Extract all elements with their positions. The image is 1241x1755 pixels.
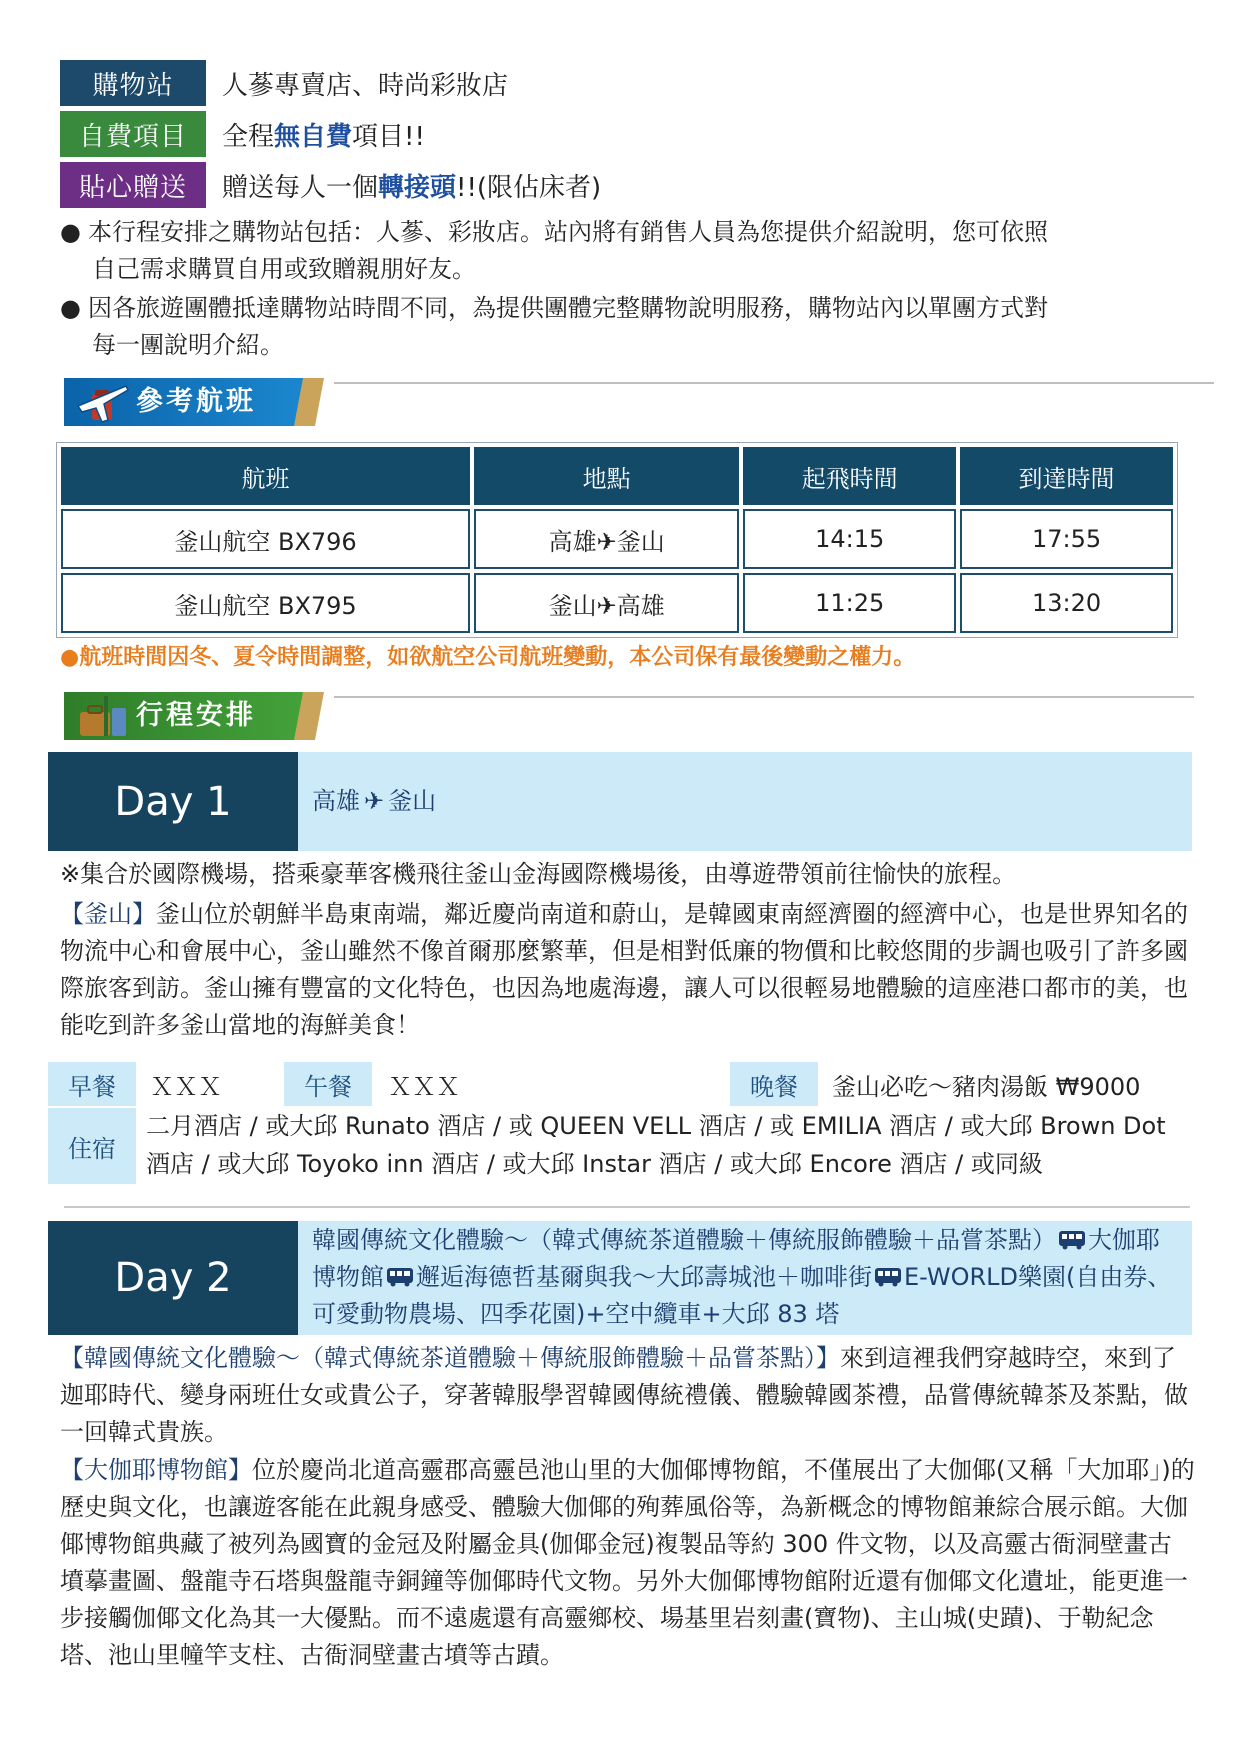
itinerary-section-title: 行程安排: [136, 700, 256, 731]
flight-number: 釜山航空 BX795: [61, 573, 470, 633]
flight-table: [56, 442, 1178, 638]
hotel-label: 住宿: [48, 1108, 136, 1184]
shopping-note-1: ● 本行程安排之購物站包括：人蔘、彩妝店。站內將有銷售人員為您提供介紹說明，您可依照 自己需求購買自用或致贈親朋好友。: [60, 218, 1048, 283]
day2-label: Day 2: [48, 1221, 298, 1335]
departure-time: 11:25: [743, 573, 956, 633]
bus-icon: [874, 1267, 902, 1287]
bus-icon: [1058, 1230, 1086, 1250]
flight-section-banner: [64, 378, 1154, 426]
day1-label: Day 1: [48, 752, 298, 851]
breakfast-label: 早餐: [48, 1062, 136, 1106]
header-flight: 航班: [61, 447, 470, 505]
header-arrival: 到達時間: [960, 447, 1173, 505]
day2-museum-desc: 【大伽耶博物館】位於慶尚北道高靈郡高靈邑池山里的大伽倻博物館，不僅展出了大伽倻(又稱「大加耶」)的歷史與文化，也讓遊客能在此親身感受、體驗大伽倻的殉葬風俗等，為新概念的博物館兼綜合展示館。大伽倻博物館典藏了被列為國寶的金冠及附屬金具(伽倻金冠)複製品等約 300 件文物，以及高靈古衙洞壁畫古墳摹畫圖、盤龍寺石塔與盤龍寺銅鐘等伽倻時代文物。另外大伽倻博物館附近還有伽倻文化遺址，能更進一步接觸伽倻文化為其一大優點。而不遠處還有高靈鄉校、場基里岩刻畫(寶物)、主山城(史蹟)、于勒紀念塔、池山里幢竿支柱、古衙洞壁畫古墳等古蹟。: [60, 1456, 1195, 1669]
hotel-value: 二月酒店 / 或大邱 Runato 酒店 / 或 QUEEN VELL 酒店 / 或 EMILIA 酒店 / 或大邱 Brown Dot 酒店 / 或大邱 Toyoko inn 酒店 / 或大邱 Instar 酒店 / 或大邱 Encore 酒店 / 或同級: [146, 1112, 1166, 1178]
airplane-icon: ✈: [596, 591, 617, 620]
flight-route: 釜山✈高雄: [474, 573, 739, 633]
arrival-time: 17:55: [960, 509, 1173, 569]
flight-section-title: 參考航班: [136, 386, 256, 417]
flight-warning: ●航班時間因冬、夏令時間調整，如欲航空公司航班變動，本公司保有最後變動之權力。: [60, 645, 916, 670]
table-row: [61, 509, 1173, 569]
bus-icon: [386, 1267, 414, 1287]
breakfast-value: ＸＸＸ: [150, 1072, 222, 1101]
header-location: 地點: [474, 447, 739, 505]
airplane-icon: ✈: [596, 527, 617, 556]
dinner-label: 晚餐: [730, 1062, 818, 1106]
day2-culture-desc: 【韓國傳統文化體驗～（韓式傳統茶道體驗＋傳統服飾體驗＋品嘗茶點）】來到這裡我們穿越時空，來到了迦耶時代、變身兩班仕女或貴公子，穿著韓服學習韓國傳統禮儀、體驗韓國茶禮，品嘗傳統韓茶及茶點，做一回韓式貴族。: [60, 1344, 1188, 1446]
tag-optional: 自費項目: [60, 111, 206, 157]
lunch-label: 午餐: [284, 1062, 372, 1106]
flight-number: 釜山航空 BX796: [61, 509, 470, 569]
day1-route: 高雄 ✈ 釜山: [298, 752, 1192, 851]
header-departure: 起飛時間: [743, 447, 956, 505]
tag-shopping: 購物站: [60, 60, 206, 106]
optional-text: 全程 無自費 項目!!: [222, 121, 425, 152]
day1-busan-desc: 【釜山】釜山位於朝鮮半島東南端，鄰近慶尚南道和蔚山，是韓國東南經濟圈的經濟中心，也是世界知名的物流中心和會展中心，釜山雖然不像首爾那麼繁華，但是相對低廉的物價和比較悠閒的步調也吸引了許多國際旅客到訪。釜山擁有豐富的文化特色，也因為地處海邊，讓人可以很輕易地體驗的這座港口都市的美，也能吃到許多釜山當地的海鮮美食！: [60, 900, 1188, 1039]
tag-gift: 貼心贈送: [60, 162, 206, 208]
itinerary-section-banner: [64, 692, 1154, 740]
lunch-value: ＸＸＸ: [388, 1072, 460, 1101]
day2-header: 韓國傳統文化體驗～（韓式傳統茶道體驗＋傳統服飾體驗＋品嘗茶點） 大伽耶博物館 邂逅海德哲基爾與我～大邱壽城池＋咖啡街 E-WORLD樂園(自由券、可愛動物農場、四季花園)+空中纜車+大邱 83 塔: [298, 1221, 1192, 1335]
shopping-note-2: ● 因各旅遊團體抵達購物站時間不同，為提供團體完整購物說明服務，購物站內以單團方式對 每一團說明介紹。: [60, 294, 1048, 359]
flight-route: 高雄✈釜山: [474, 509, 739, 569]
table-row: [61, 573, 1173, 633]
departure-time: 14:15: [743, 509, 956, 569]
divider: [64, 1206, 1190, 1208]
dinner-value: 釜山必吃～豬肉湯飯 ₩9000: [832, 1072, 1141, 1101]
day1-intro: ※集合於國際機場，搭乘豪華客機飛往釜山金海國際機場後，由導遊帶領前往愉快的旅程。: [60, 860, 1017, 888]
airplane-icon: ✈: [364, 787, 385, 815]
airplane-icon: [74, 376, 130, 428]
arrival-time: 13:20: [960, 573, 1173, 633]
shopping-text: 人蔘專賣店、時尚彩妝店: [222, 70, 509, 101]
luggage-icon: [74, 690, 130, 742]
gift-text: 贈送每人一個 轉接頭 !!(限佔床者): [222, 172, 602, 203]
